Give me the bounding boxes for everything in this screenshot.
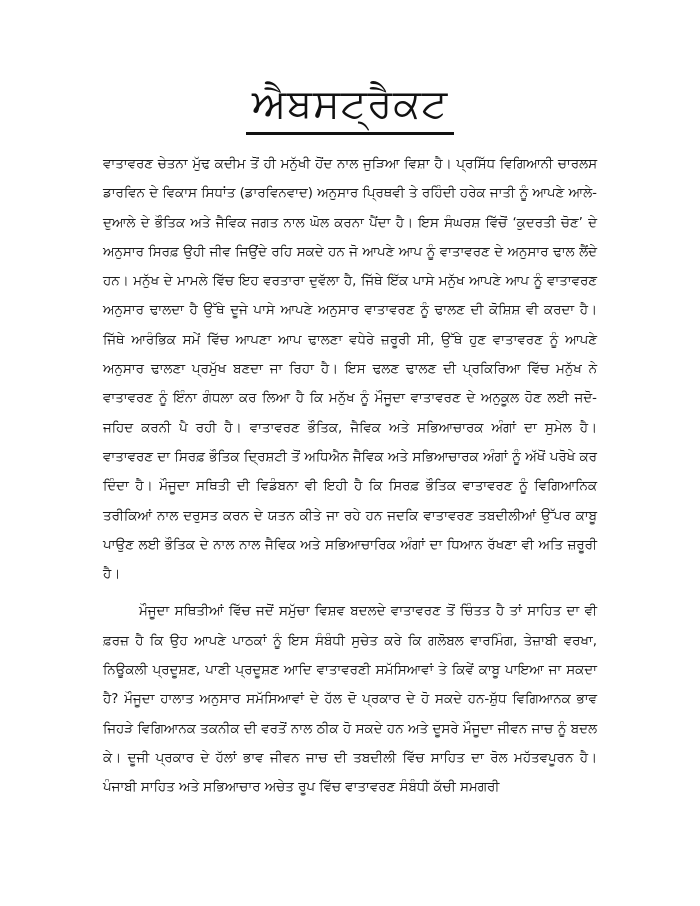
abstract-body (103, 150, 597, 803)
paragraph-1: ਵਾਤਾਵਰਣ ਚੇਤਨਾ ਮੁੱਢ ਕਦੀਮ ਤੋਂ ਹੀ ਮਨੁੱਖੀ ਹੋਂਦ ਨਾਲ ਜੁੜਿਆ ਵਿਸ਼ਾ ਹੈ। ਪ੍ਰਸਿੱਧ ਵਿਗਿਆਨੀ ਚਾਰਲਸ ਡਾਰਵਿਨ ਦੇ ਵਿਕਾਸ ਸਿਧਾਂਤ (ਡਾਰਵਿਨਵਾਦ) ਅਨੁਸਾਰ ਪ੍ਰਿਥਵੀ ਤੇ ਰਹਿੰਦੀ ਹਰੇਕ ਜਾਤੀ ਨੂੰ ਆਪਣੇ ਆਲੇ-ਦੁਆਲੇ ਦੇ ਭੌਤਿਕ ਅਤੇ ਜੈਵਿਕ ਜਗਤ ਨਾਲ ਘੋਲ ਕਰਨਾ ਪੈਂਦਾ ਹੈ। ਇਸ ਸੰਘਰਸ਼ ਵਿੱਚੋਂ ‘ਕੁਦਰਤੀ ਚੋਣ’ ਦੇ ਅਨੁਸਾਰ ਸਿਰਫ਼ ਉਹੀ ਜੀਵ ਜਿਉਂਦੇ ਰਹਿ ਸਕਦੇ ਹਨ ਜੋ ਆਪਣੇ ਆਪ ਨੂੰ ਵਾਤਾਵਰਣ ਦੇ ਅਨੁਸਾਰ ਢਾਲ ਲੈਂਦੇ ਹਨ। ਮਨੁੱਖ ਦੇ ਮਾਮਲੇ ਵਿੱਚ ਇਹ ਵਰਤਾਰਾ ਦੁਵੱਲਾ ਹੈ, ਜਿੱਥੇ ਇੱਕ ਪਾਸੇ ਮਨੁੱਖ ਆਪਣੇ ਆਪ ਨੂੰ ਵਾਤਾਵਰਣ ਅਨੁਸਾਰ ਢਾਲਦਾ ਹੈ ਉੱਥੇ ਦੂਜੇ ਪਾਸੇ ਆਪਣੇ ਅਨੁਸਾਰ ਵਾਤਾਵਰਣ ਨੂੰ ਢਾਲਣ ਦੀ ਕੋਸ਼ਿਸ਼ ਵੀ ਕਰਦਾ ਹੈ। ਜਿੱਥੇ ਆਰੰਭਿਕ ਸਮੇਂ ਵਿੱਚ ਆਪਣਾ ਆਪ ਢਾਲਣਾ ਵਧੇਰੇ ਜ਼ਰੂਰੀ ਸੀ, ਉੱਥੇ ਹੁਣ ਵਾਤਾਵਰਣ ਨੂੰ ਆਪਣੇ ਅਨੁਸਾਰ ਢਾਲਣਾ ਪ੍ਰਮੁੱਖ ਬਣਦਾ ਜਾ ਰਿਹਾ ਹੈ। ਇਸ ਢਲਣ ਢਾਲਣ ਦੀ ਪ੍ਰਕਿਰਿਆ ਵਿੱਚ ਮਨੁੱਖ ਨੇ ਵਾਤਾਵਰਣ ਨੂੰ ਇੰਨਾ ਗੰਧਲਾ ਕਰ ਲਿਆ ਹੈ ਕਿ ਮਨੁੱਖ ਨੂੰ ਮੌਜੂਦਾ ਵਾਤਾਵਰਣ ਦੇ ਅਨੁਕੂਲ ਹੋਣ ਲਈ ਜਦੋ-ਜਹਿਦ ਕਰਨੀ ਪੈ ਰਹੀ ਹੈ। ਵਾਤਾਵਰਣ ਭੌਤਿਕ, ਜੈਵਿਕ ਅਤੇ ਸਭਿਆਚਾਰਕ ਅੰਗਾਂ ਦਾ ਸੁਮੇਲ ਹੈ। ਵਾਤਾਵਰਣ ਦਾ ਸਿਰਫ਼ ਭੌਤਿਕ ਦ੍ਰਿਸ਼ਟੀ ਤੋਂ ਅਧਿਐਨ ਜੈਵਿਕ ਅਤੇ ਸਭਿਆਚਾਰਕ ਅੰਗਾਂ ਨੂੰ ਅੱਖੋਂ ਪਰੋਖੇ ਕਰ ਦਿੰਦਾ ਹੈ। ਮੌਜੂਦਾ ਸਥਿਤੀ ਦੀ ਵਿਡੰਬਨਾ ਵੀ ਇਹੀ ਹੈ ਕਿ ਸਿਰਫ਼ ਭੌਤਿਕ ਵਾਤਾਵਰਣ ਨੂੰ ਵਿਗਿਆਨਿਕ ਤਰੀਕਿਆਂ ਨਾਲ ਦਰੁਸਤ ਕਰਨ ਦੇ ਯਤਨ ਕੀਤੇ ਜਾ ਰਹੇ ਹਨ ਜਦਕਿ ਵਾਤਾਵਰਣ ਤਬਦੀਲੀਆਂ ਉੱਪਰ ਕਾਬੂ ਪਾਉਣ ਲਈ ਭੌਤਿਕ ਦੇ ਨਾਲ ਨਾਲ ਜੈਵਿਕ ਅਤੇ ਸਭਿਆਚਾਰਿਕ ਅੰਗਾਂ ਦਾ ਧਿਆਨ ਰੱਖਣਾ ਵੀ ਅਤਿ ਜ਼ਰੂਰੀ ਹੈ। (103, 157, 597, 583)
document-title: ਐਬਸਟ੍ਰੈਕਟ (246, 78, 454, 135)
title-container (0, 78, 700, 135)
paragraph-2: ਮੌਜੂਦਾ ਸਥਿਤੀਆਂ ਵਿੱਚ ਜਦੋਂ ਸਮੁੱਚਾ ਵਿਸ਼ਵ ਬਦਲਦੇ ਵਾਤਾਵਰਣ ਤੋਂ ਚਿੰਤਤ ਹੈ ਤਾਂ ਸਾਹਿਤ ਦਾ ਵੀ ਫ਼ਰਜ਼ ਹੈ ਕਿ ਉਹ ਆਪਣੇ ਪਾਠਕਾਂ ਨੂੰ ਇਸ ਸੰਬੰਧੀ ਸੁਚੇਤ ਕਰੇ ਕਿ ਗਲੋਬਲ ਵਾਰਮਿੰਗ, ਤੇਜ਼ਾਬੀ ਵਰਖਾ, ਨਿਊਕਲੀ ਪ੍ਰਦੂਸ਼ਣ, ਪਾਣੀ ਪ੍ਰਦੂਸ਼ਣ ਆਦਿ ਵਾਤਾਵਰਣੀ ਸਮੱਸਿਆਵਾਂ ਤੇ ਕਿਵੇਂ ਕਾਬੂ ਪਾਇਆ ਜਾ ਸਕਦਾ ਹੈ? ਮੌਜੂਦਾ ਹਾਲਾਤ ਅਨੁਸਾਰ ਸਮੱਸਿਆਵਾਂ ਦੇ ਹੱਲ ਦੋ ਪ੍ਰਕਾਰ ਦੇ ਹੋ ਸਕਦੇ ਹਨ-ਸ਼ੁੱਧ ਵਿਗਿਆਨਕ ਭਾਵ ਜਿਹੜੇ ਵਿਗਿਆਨਕ ਤਕਨੀਕ ਦੀ ਵਰਤੋਂ ਨਾਲ ਠੀਕ ਹੋ ਸਕਦੇ ਹਨ ਅਤੇ ਦੂਸਰੇ ਮੌਜੂਦਾ ਜੀਵਨ ਜਾਚ ਨੂੰ ਬਦਲ ਕੇ। ਦੂਜੀ ਪ੍ਰਕਾਰ ਦੇ ਹੱਲਾਂ ਭਾਵ ਜੀਵਨ ਜਾਚ ਦੀ ਤਬਦੀਲੀ ਵਿੱਚ ਸਾਹਿਤ ਦਾ ਰੋਲ ਮਹੱਤਵਪੂਰਨ ਹੈ। ਪੰਜਾਬੀ ਸਾਹਿਤ ਅਤੇ ਸਭਿਆਚਾਰ ਅਚੇਤ ਰੂਪ ਵਿੱਚ ਵਾਤਾਵਰਣ ਸੰਬੰਧੀ ਕੱਚੀ ਸਮਗਰੀ (103, 604, 597, 796)
